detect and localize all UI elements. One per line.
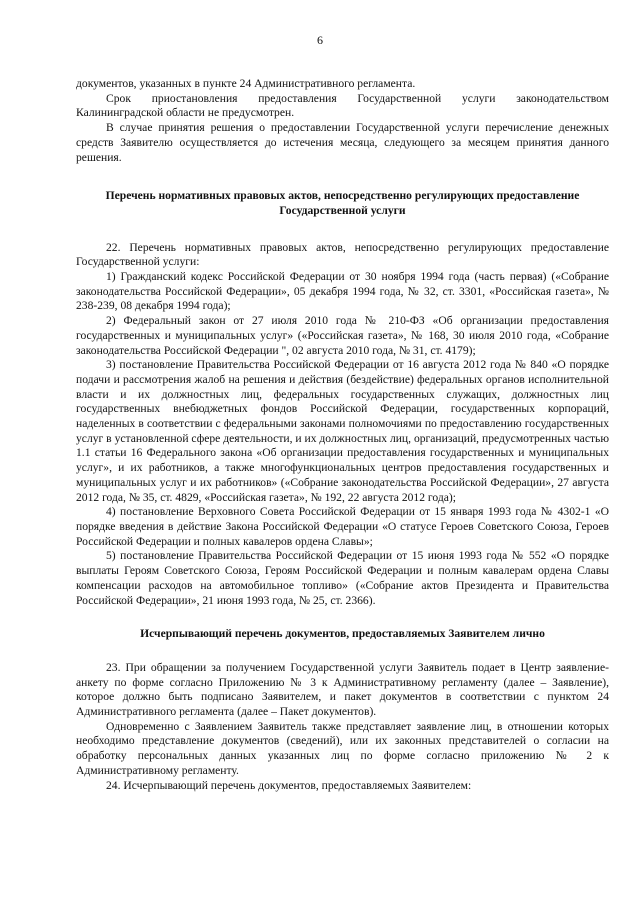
paragraph-22-intro: 22. Перечень нормативных правовых актов, непосредственно регулирующих предоставление Государственной услуги: [76,240,609,269]
page-number: 6 [317,33,323,47]
legal-act-item-5: 5) постановление Правительства Российской Федерации от 15 июня 1993 года № 552 «О порядке выплаты Героям Советского Союза, Героям Российской Федерации и полным кавалерам ордена Славы компенсации расходов на автомобильное топливо» («Собрание актов Президента и Правительства Российской Федерации», 21 июня 1993 года, № 25, ст. 2366). [76,549,609,607]
paragraph-suspension: Срок приостановления предоставления Государственной услуги законодательством Калининградской области не предусмотрен. [76,91,609,120]
legal-act-item-2: 2) Федеральный закон от 27 июля 2010 года № 210-ФЗ «Об организации предоставления государственных и муниципальных услуг» («Российская газета», № 168, 30 июля 2010 года, «Собрание законодательства Российской Федерации ", 02 августа 2010 года, № 31, ст. 4179); [76,314,609,357]
legal-act-item-1: 1) Гражданский кодекс Российской Федерации от 30 ноября 1994 года (часть первая) («Собрание законодательства Российской Федерации», 05 декабря 1994 года, № 32, ст. 3301, «Российская газета», № 238-239, 08 декабря 1994 года); [76,270,609,313]
paragraph-continuation: документов, указанных в пункте 24 Административного регламента. [76,77,416,90]
paragraph-transfer: В случае принятия решения о предоставлении Государственной услуги перечисление денежных средств Заявителю осуществляется до истечения месяца, следующего за месяцем принятия данного решения. [76,121,609,164]
section-heading-documents: Исчерпывающий перечень документов, предоставляемых Заявителем лично [140,627,545,641]
document-body [76,77,609,793]
legal-act-item-3: 3) постановление Правительства Российской Федерации от 16 августа 2012 года № 840 «О порядке подачи и рассмотрения жалоб на решения и действия (бездействие) федеральных органов исполнительной власти и их должностных лиц, федеральных государственных служащих, должностных лиц государственных внебюджетных фондов Российской Федерации, государственных корпораций, наделенных в соответствии с федеральными законами полномочиями по предоставлению государственных услуг в установленной сфере деятельности, и их должностных лиц, организаций, предусмотренных частью 1.1 статьи 16 Федерального закона «Об организации предоставления государственных и муниципальных услуг», и их работников, а также многофункциональных центров предоставления государственных и муниципальных услуг и их работников» («Собрание законодательства Российской Федерации», 27 августа 2012 года, № 35, ст. 4829, «Российская газета», № 192, 22 августа 2012 года); [76,358,609,504]
paragraph-23: 23. При обращении за получением Государственной услуги Заявитель подает в Центр заявление-анкету по форме согласно Приложению № 3 к Административному регламенту (далее – Заявление), которое должно быть подписано Заявителем, и пакет документов в соответствии с пунктом 24 Административного регламента (далее – Пакет документов). [76,660,609,719]
paragraph-24: 24. Исчерпывающий перечень документов, предоставляемых Заявителем: [106,778,472,792]
paragraph-consent: Одновременно с Заявлением Заявитель также представляет заявление лиц, в отношении которых необходимо представление документов (сведений), или их законных представителей о согласии на обработку персональных данных указанных лиц по форме согласно приложению № 2 к Административному регламенту. [76,719,609,777]
section-heading-legal-acts: Перечень нормативных правовых актов, непосредственно регулирующих предоставление Государственной услуги [105,189,580,217]
legal-act-item-4: 4) постановление Верховного Совета Российской Федерации от 15 января 1993 года № 4302-1 «О порядке введения в действие Закона Российской Федерации «О статусе Героев Советского Союза, Героев Российской Федерации и полных кавалеров ордена Славы»; [76,505,609,548]
